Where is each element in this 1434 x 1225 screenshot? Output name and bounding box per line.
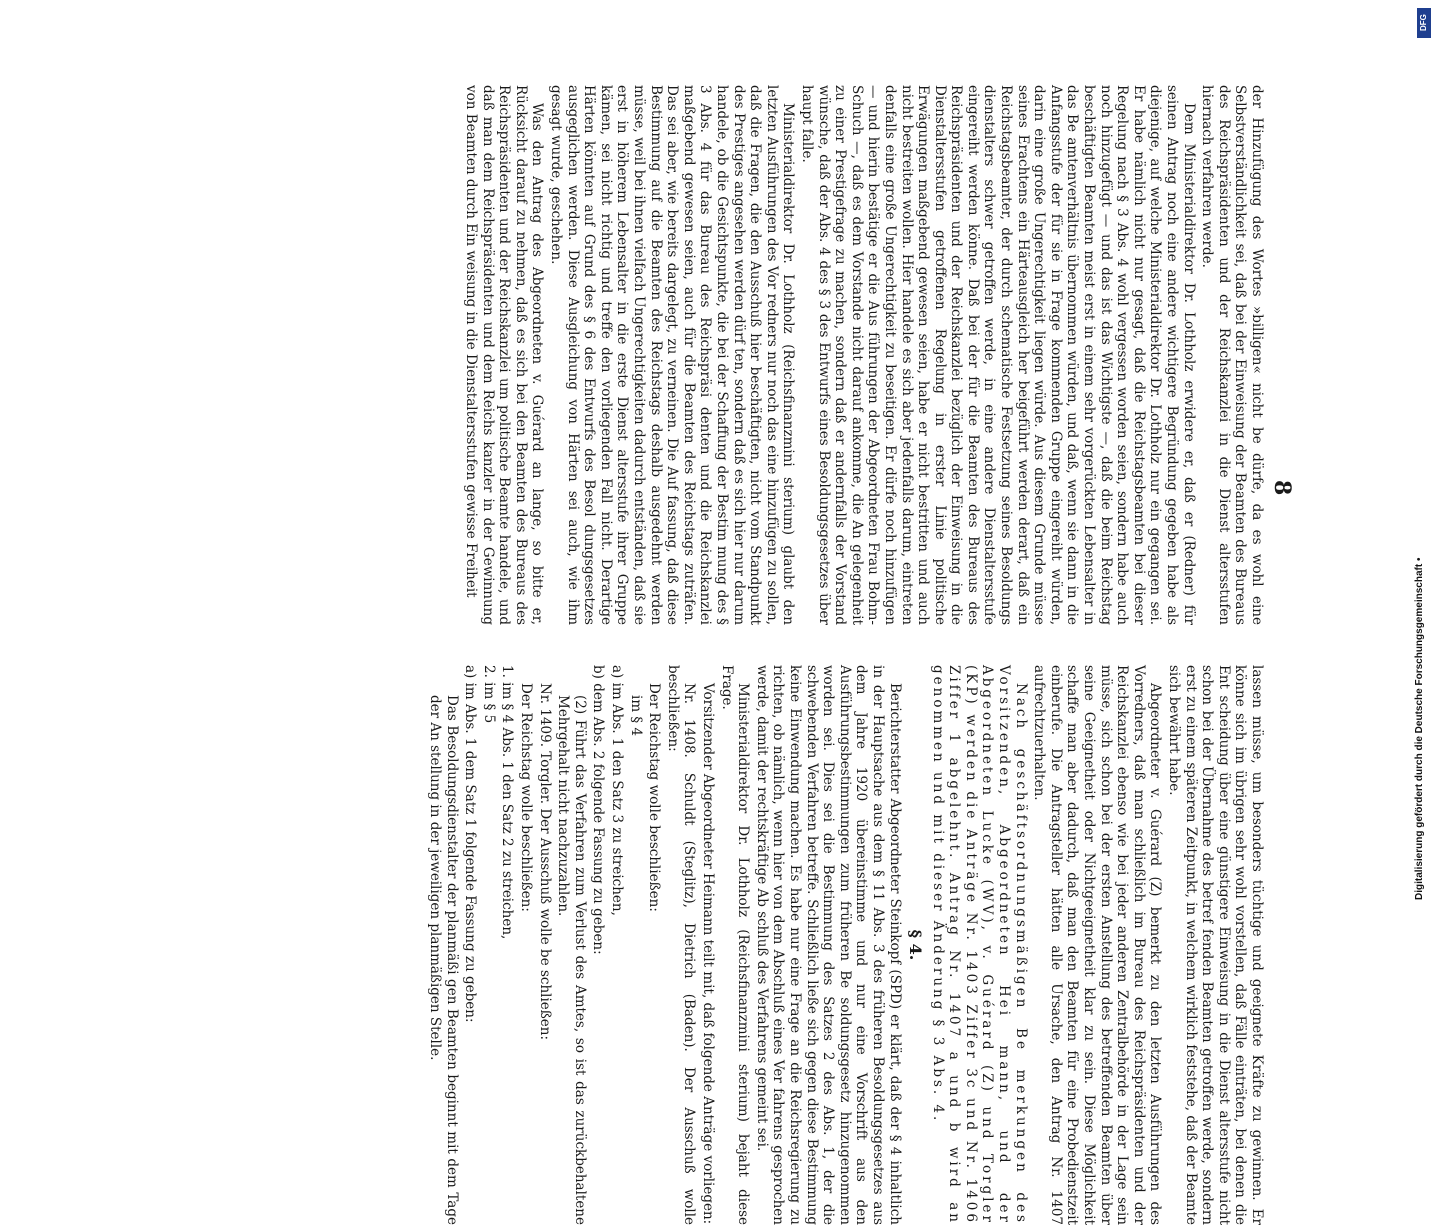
document-page xyxy=(95,85,1295,1225)
right-column xyxy=(425,665,1266,1225)
paragraph: Nr. 1408. Schuldt (Steglitz), Dietrich (Baden). Der Ausschuß wolle beschließen: xyxy=(664,665,698,1225)
list-item: a) im Abs. 1 den Satz 3 zu streichen, xyxy=(609,665,626,916)
credit-text: Digitalisierung gefördert durch die Deutsche Forschungsgemeinschaft • xyxy=(1414,557,1425,900)
paragraph: im § 4 xyxy=(627,695,644,737)
list-item: 2. im § 5 xyxy=(480,665,497,724)
section-heading: § 4. xyxy=(906,929,926,961)
paragraph: Was den Antrag des Abgeordneten v. Guérard an lange, so bitte er, Rücksicht darauf zu nehmen, daß es sich bei den Beamten des Bureaus des Reichspräsidenten und der Reichskanzlei um politische Beamte handele, und daß man dem Reichspräsidenten und dem Reichs kanzler in der Gewinnung von Beamten durch Ein weisung in die Dienstaltersstufen gewisse Freiheit xyxy=(463,85,546,625)
page-number: 8 xyxy=(1269,480,1295,496)
paragraph: Der Reichstag wolle beschließen: xyxy=(646,683,663,912)
paragraph: Der Reichstag wolle beschließen: xyxy=(518,683,535,912)
paragraph: Dem Ministerialdirektor Dr. Lothholz erwidere er, daß er (Redner) für seinen Antrag noch eine andere wichtigere Begründung gegeben habe als diejenige, auf welche Ministerialdirektor Dr. Lothholz nur ein gegangen sei. Er habe nämlich nicht nur gesagt, daß die Reichstagsbeamten bei dieser Regelung nach § 3 Abs. 4 wohl vergessen worden seien, sondern habe auch noch hinzugefügt — und das ist das Wichtigste —, daß die beim Reichstag beschäftigten Beamten meist erst in einem sehr vorgerückten Lebensalter in das Be amtenverhältnis übernommen würden, und daß, wenn sie dann in die Anfangsstufe der für sie in Frage kommenden Gruppe eingereiht würden, darin eine große Ungerechtigkeit liegen würde. Aus diesem Grunde müsse seines Erachtens ein Härteausgleich her beigeführt werden derart, daß ein Reichstagsbeamter, der durch schematische Festsetzung seines Besoldungs dienstalters schwer getroffen werde, in eine andere Dienstaltersstufe eingereiht werden könne. Daß bei der für die Beamten des Bureaus des Reichspräsidenten und der Reichskanzlei bezüglich der Einweisung in die Dienstaltersstufen getroffenen Regelung in erster Linie politische Erwägungen maßgebend gewesen seien, habe er nicht bestritten und auch nicht bestreiten wollen. Hier handele es sich aber jedenfalls darum, eintreten denfalls eine große Ungerechtigkeit zu beseitigen. Er dürfe noch hinzufügen — und hierin bestätige er die Aus führungen der Abgeordneten Frau Bohm-Schuch —, daß es dem Vorstande nicht darauf ankomme, die An gelegenheit zu einer Prestigefrage zu machen, sondern daß er andernfalls der Vorstand wünsche, daß der Abs. 4 des § 3 des Entwurfs eines Besoldungsgesetzes über haupt falle. xyxy=(798,85,1197,625)
paragraph: Das Besoldungsdienstalter der planmäßi gen Beamten beginnt mit dem Tage der An stellung in der jeweiligen planmäßigen Stelle. xyxy=(427,695,460,1225)
list-item: b) dem Abs. 2 folgende Fassung zu geben: xyxy=(590,665,607,955)
paragraph: Abgeordneter v. Guérard (Z) bemerkt zu den letzten Ausführungen des Vorredners, daß man schließlich im Bureau des Reichspräsidenten und der Reichskanzlei ebenso wie bei jeder anderen Zentralbehörde in der Lage sein müsse, sich schon bei der ersten Anstellung des betreffenden Beamten über seine Geeignetheit oder Nichtgeeignetheit klar zu sein. Diese Möglichkeit schaffe man aber dadurch, daß man den Beamten für eine Probedienstzeit einberufe. Die Antragsteller hätten alle Ursache, den Antrag Nr. 1407 aufrechtzuerhalten. xyxy=(1031,665,1164,1225)
paragraph: Nr. 1409. Torgler. Der Ausschuß wolle be schließen: xyxy=(536,683,553,1041)
list-item: a) im Abs. 1 dem Satz 1 folgende Fassung zu geben: xyxy=(462,665,479,1023)
paragraph: lassen müsse, um besonders tüchtige und geeignete Kräfte zu gewinnen. Er könne sich im übrigen sehr wohl vorstellen, daß Fälle einträten, bei denen die Ent scheidung über eine günstigere Einweisung in die Dienst altersstufe nicht schon bei der Übernahme des betref fenden Beamten getroffen werde, sondern erst zu einem späteren Zeitpunkt, in welchem wirklich feststehe, daß der Beamte sich bewährt habe. xyxy=(1166,665,1265,1225)
paragraph: (2) Führt das Verfahren zum Verlust des Amtes, so ist das zurückbehaltene Mehrgehalt nicht nachzuzahlen. xyxy=(555,695,588,1225)
paragraph: Ministerialdirektor Dr. Lothholz (Reichsfinanzmini sterium) glaubt den letzten Ausführungen des Vor redners nur noch das eine hinzufügen zu sollen, daß die Fragen, die den Ausschuß hier beschäftigten, nicht vom Standpunkt des Prestiges angesehen werden dürf ten, sondern daß es sich hier nur darum handele, ob die Gesichtspunkte, die bei der Schaffung der Bestim mung des § 3 Abs. 4 für das Bureau des Reichspräsi denten und die Reichskanzlei maßgebend gewesen seien, auch für die Beamten des Reichstags zuträfen. Das sei aber, wie bereits dargelegt, zu verneinen. Die Auf fassung, daß diese Bestimmung auf die Beamten des Reichstags deshalb ausgedehnt werden müsse, weil bei ihnen vielfach Ungerechtigkeiten dadurch entständen, daß sie erst in höherem Lebensalter in die erste Dienst altersstufe ihrer Gruppe kämen, sei nicht richtig und treffe den vorliegenden Fall nicht. Derartige Härten könnten auf Grund des § 6 des Entwurfs des Besol dungsgesetzes ausgeglichen werden. Diese Ausgleichung von Härten sei auch, wie ihm gesagt wurde, geschehen. xyxy=(548,85,797,625)
left-column xyxy=(461,85,1266,625)
paragraph: Nach geschäftsordnungsmäßigen Be merkungen des Vorsitzenden, Abgeordneten Hei mann, und der Abgeordneten Lucke (WV), v. Guérard (Z) und Torgler (KP) werden die Anträge Nr. 1403 Ziffer 3c und Nr. 1406 Ziffer 1 abgelehnt. Antrag Nr. 1407 a und b wird an genommen und mit dieser Änderung § 3 Abs. 4. xyxy=(929,665,1029,1225)
paragraph: Vorsitzender Abgeordneter Heimann teilt mit, daß folgende Anträge vorliegen: xyxy=(700,683,716,1225)
paragraph: Berichterstatter Abgeordneter Steinkopf (SPD) er klärt, daß der § 4 inhaltlich in der Hauptsache aus dem § 11 Abs. 3 des früheren Besoldungsgesetzes aus dem Jahre 1920 übereinstimme und nur eine Vorschrift aus den Ausführungsbestimmungen zum früheren Be soldungsgesetz hinzugenommen worden sei. Dies sei die Bestimmung des Satzes 2 des Abs. 1, der die schwebenden Verfahren betreffe. Schließlich ließe sich gegen diese Bestimmung keine Einwendung machen. Es habe nur eine Frage an die Reichsregierung zu richten, ob nämlich, wenn hier von dem Abschluß eines Ver fahrens gesprochen werde, damit der rechtskräftige Ab schluß des Verfahrens gemeint sei. xyxy=(753,665,903,1225)
paragraph: der Hinzufügung des Wortes »billigen« nicht be dürfe, da es wohl eine Selbstverständlichkeit sei, daß bei der Einweisung der Beamten des Bureaus des Reichspräsidenten und der Reichskanzlei in die Dienst altersstufen hiernach verfahren werde. xyxy=(1199,85,1265,625)
list-item: 1. im § 4 Abs. 1 den Satz 2 zu streichen, xyxy=(499,665,516,940)
digitization-credit xyxy=(1410,0,1434,1000)
dfg-logo: DFG xyxy=(1417,8,1431,38)
paragraph: Ministerialdirektor Dr. Lothholz (Reichsfinanzmini sterium) bejaht diese Frage. xyxy=(718,665,752,1225)
